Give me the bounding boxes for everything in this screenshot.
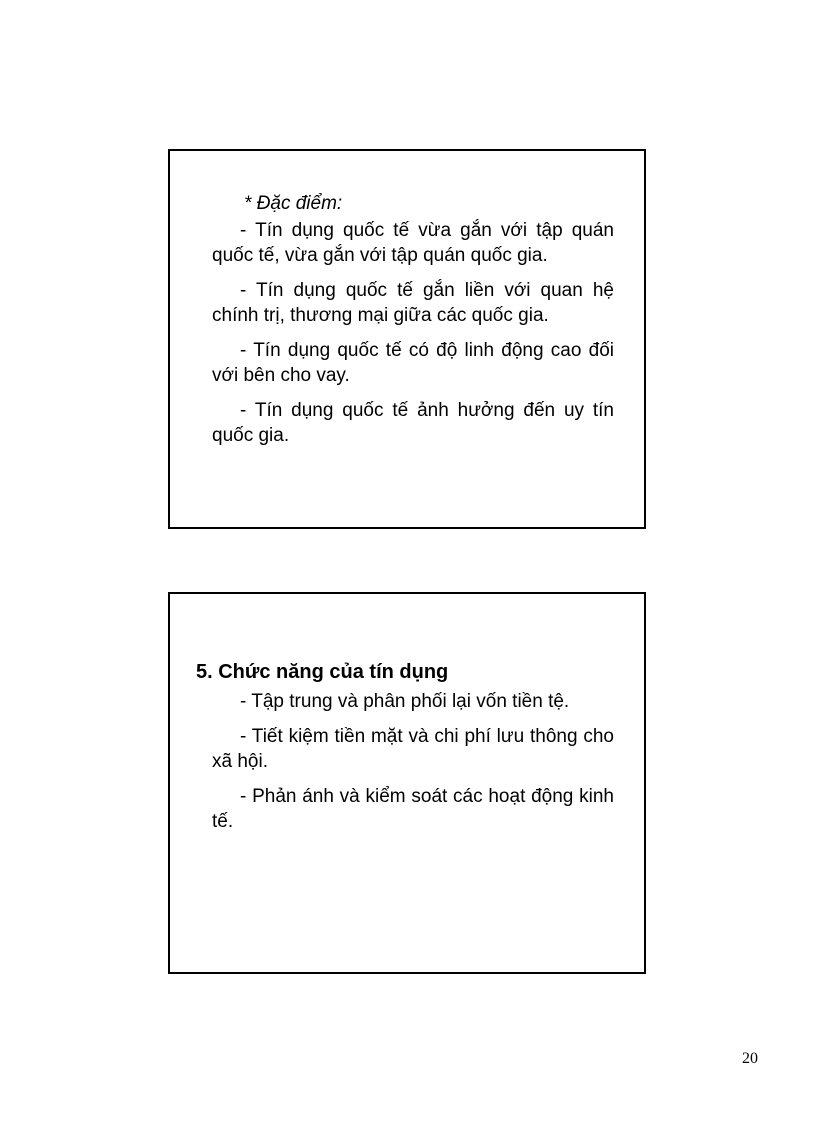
list-item: - Tín dụng quốc tế vừa gắn với tập quán quốc tế, vừa gắn với tập quán quốc gia. xyxy=(212,220,614,266)
page-number: 20 xyxy=(742,1050,758,1067)
slide-chuc-nang xyxy=(168,592,646,974)
slide-title: 5. Chức năng của tín dụng xyxy=(196,661,449,683)
list-item: - Tiết kiệm tiền mặt và chi phí lưu thông cho xã hội. xyxy=(212,726,614,772)
list-item: - Phản ánh và kiểm soát các hoạt động kinh tế. xyxy=(212,786,614,832)
list-item: - Tập trung và phân phối lại vốn tiền tệ. xyxy=(240,691,570,712)
section-heading: * Đặc điểm: xyxy=(244,193,343,214)
list-item: - Tín dụng quốc tế có độ linh động cao đối với bên cho vay. xyxy=(212,340,614,386)
slide-body xyxy=(212,191,614,458)
slide-body xyxy=(196,660,614,844)
list-item: - Tín dụng quốc tế gắn liền với quan hệ chính trị, thương mại giữa các quốc gia. xyxy=(212,280,614,326)
slide-dac-diem xyxy=(168,149,646,529)
list-item: - Tín dụng quốc tế ảnh hưởng đến uy tín quốc gia. xyxy=(212,400,614,446)
